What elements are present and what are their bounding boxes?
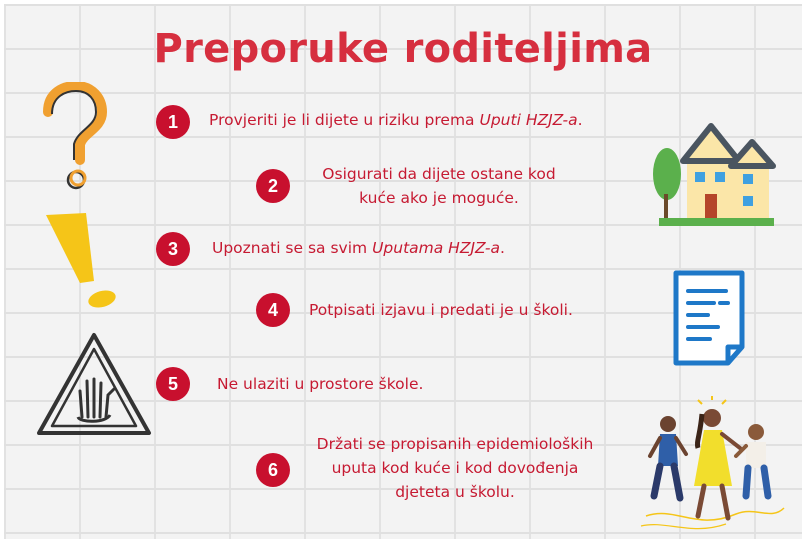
step-text-6-line-2: uputa kod kuće i kod dovođenja xyxy=(331,459,579,477)
step-text-6 xyxy=(296,432,614,504)
exclamation-mark-icon xyxy=(44,209,124,314)
step-text-3-suffix: . xyxy=(499,239,505,257)
step-text-2-line-1: Osigurati da dijete ostane kod xyxy=(322,165,556,183)
step-text-3-emphasis: Uputama HZJZ-a xyxy=(372,239,500,257)
step-badge-3: 3 xyxy=(156,232,190,266)
poster xyxy=(4,4,802,539)
step-text-1-suffix: . xyxy=(577,111,583,129)
step-badge-4: 4 xyxy=(256,293,290,327)
step-text-4: Potpisati izjavu i predati je u školi. xyxy=(309,301,573,319)
step-badge-5: 5 xyxy=(156,367,190,401)
stop-hand-warning-icon xyxy=(34,329,154,439)
running-family-icon xyxy=(636,396,786,536)
step-badge-6: 6 xyxy=(256,453,290,487)
question-mark-icon xyxy=(34,82,114,197)
step-text-3-main: Upoznati se sa svim xyxy=(212,239,373,257)
step-text-6-line-3: djeteta u školu. xyxy=(395,483,515,501)
step-text-5: Ne ulaziti u prostore škole. xyxy=(217,375,424,393)
step-text-3 xyxy=(212,236,505,260)
page-title: Preporuke roditeljima xyxy=(153,26,653,72)
step-text-2 xyxy=(304,162,574,210)
step-text-6-line-1: Držati se propisanih epidemioloških xyxy=(316,435,594,453)
step-badge-1: 1 xyxy=(156,105,190,139)
document-icon xyxy=(670,269,748,367)
step-badge-2: 2 xyxy=(256,169,290,203)
step-text-1-main: Provjeriti je li dijete u riziku prema xyxy=(209,111,480,129)
house-icon xyxy=(649,114,779,229)
step-text-2-line-2: kuće ako je moguće. xyxy=(359,189,519,207)
step-text-1 xyxy=(209,108,583,132)
step-text-1-emphasis: Uputi HZJZ-a xyxy=(479,111,578,129)
